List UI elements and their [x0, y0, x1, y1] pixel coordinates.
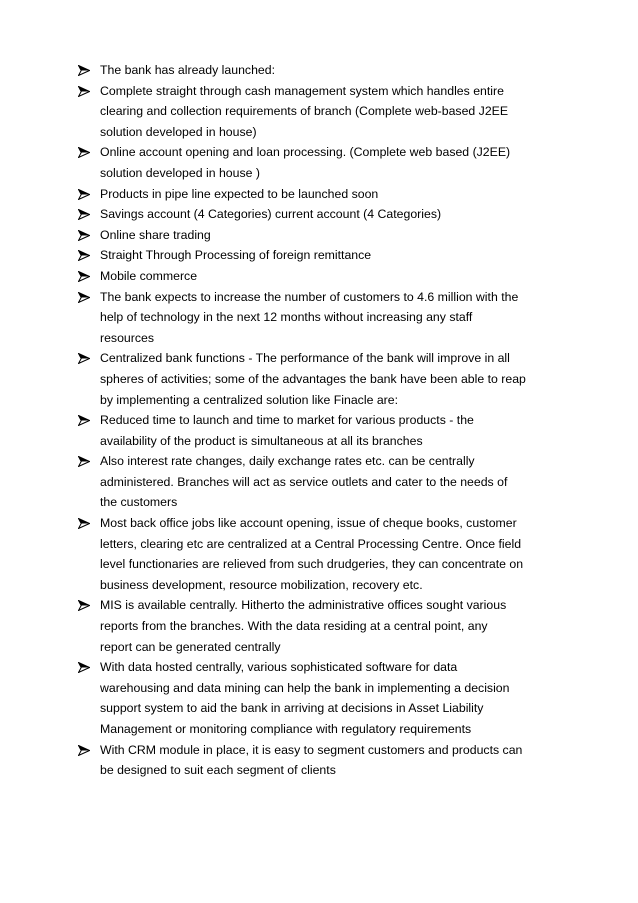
- arrowhead-bullet-icon: [78, 189, 90, 200]
- list-item-text-line: clearing and collection requirements of branch (Complete web-based J2EE: [100, 104, 509, 119]
- arrowhead-bullet-icon: [78, 250, 90, 261]
- arrowhead-bullet-icon: [78, 662, 90, 673]
- list-item-text-line: Complete straight through cash management system which handles entire: [100, 83, 504, 98]
- list-item-text-line: Most back office jobs like account opening, issue of cheque books, customer: [100, 516, 517, 531]
- list-item-text-line: spheres of activities; some of the advantages the bank have been able to reap: [100, 371, 526, 386]
- list-item: [78, 348, 588, 410]
- list-item-text-line: administered. Branches will act as service outlets and cater to the needs of: [100, 474, 508, 489]
- list-item: [78, 595, 588, 657]
- list-item-text-line: report can be generated centrally: [100, 639, 281, 654]
- arrowhead-bullet-icon: [78, 86, 90, 97]
- list-item: [78, 266, 588, 287]
- list-item-text-line: availability of the product is simultaneous at all its branches: [100, 433, 423, 448]
- list-item: [78, 740, 588, 781]
- list-item: [78, 225, 588, 246]
- bullet-list: [78, 60, 588, 781]
- list-item-text-line: Straight Through Processing of foreign remittance: [100, 248, 372, 263]
- list-item-text-line: The bank has already launched:: [100, 63, 276, 77]
- list-item-text-line: warehousing and data mining can help the bank in implementing a decision: [100, 680, 510, 695]
- list-item-text-line: With CRM module in place, it is easy to segment customers and products can: [100, 742, 523, 757]
- list-item: [78, 142, 588, 183]
- list-item: [78, 410, 588, 451]
- arrowhead-bullet-icon: [78, 353, 90, 364]
- list-item-text-line: Management or monitoring compliance with regulatory requirements: [100, 722, 472, 736]
- list-item: [78, 657, 588, 739]
- list-item: [78, 245, 588, 266]
- arrowhead-bullet-icon: [78, 518, 90, 529]
- arrowhead-bullet-icon: [78, 271, 90, 282]
- list-item-text-line: Savings account (4 Categories) current account (4 Categories): [100, 207, 442, 222]
- list-item-text-line: by implementing a centralized solution like Finacle are:: [100, 392, 399, 407]
- arrowhead-bullet-icon: [78, 209, 90, 220]
- arrowhead-bullet-icon: [78, 65, 90, 76]
- list-item: [78, 184, 588, 205]
- arrowhead-bullet-icon: [78, 147, 90, 158]
- list-item-text-line: level functionaries are relieved from such drudgeries, they can concentrate on: [100, 557, 524, 572]
- arrowhead-bullet-icon: [78, 415, 90, 426]
- list-item-text-line: help of technology in the next 12 months without increasing any staff: [100, 310, 473, 325]
- list-item-text-line: Centralized bank functions - The performance of the bank will improve in all: [100, 351, 510, 366]
- list-item-text-line: MIS is available centrally. Hitherto the administrative offices sought various: [100, 598, 507, 613]
- list-item-text-line: solution developed in house): [100, 124, 257, 139]
- list-item-text-line: Mobile commerce: [100, 268, 198, 283]
- list-item-text-line: letters, clearing etc are centralized at a Central Processing Centre. Once field: [100, 536, 522, 551]
- list-item-text-line: business development, resource mobilization, recovery etc.: [100, 577, 423, 592]
- list-item: [78, 287, 588, 349]
- list-item-text-line: solution developed in house ): [100, 165, 260, 180]
- list-item: [78, 204, 588, 225]
- list-item-text-line: Products in pipe line expected to be launched soon: [100, 186, 379, 201]
- list-item-text-line: the customers: [100, 495, 178, 510]
- list-item-text-line: support system to aid the bank in arriving at decisions in Asset Liability: [100, 701, 484, 716]
- list-item-text-line: The bank expects to increase the number of customers to 4.6 million with the: [100, 289, 519, 304]
- list-item: [78, 60, 588, 81]
- arrowhead-bullet-icon: [78, 456, 90, 467]
- list-item-text-line: Online share trading: [100, 227, 211, 242]
- list-item: [78, 513, 588, 595]
- arrowhead-bullet-icon: [78, 745, 90, 756]
- list-item-text-line: be designed to suit each segment of clients: [100, 763, 336, 778]
- list-item-text-line: reports from the branches. With the data residing at a central point, any: [100, 619, 488, 634]
- arrowhead-bullet-icon: [78, 600, 90, 611]
- list-item-text-line: Also interest rate changes, daily exchange rates etc. can be centrally: [100, 454, 475, 469]
- arrowhead-bullet-icon: [78, 230, 90, 241]
- list-item-text-line: Online account opening and loan processing. (Complete web based (J2EE): [100, 145, 511, 160]
- list-item-text-line: resources: [100, 330, 154, 345]
- list-item: [78, 451, 588, 513]
- list-item-text-line: With data hosted centrally, various sophisticated software for data: [100, 660, 458, 675]
- list-item: [78, 81, 588, 143]
- list-item-text-line: Reduced time to launch and time to market for various products - the: [100, 413, 474, 428]
- arrowhead-bullet-icon: [78, 292, 90, 303]
